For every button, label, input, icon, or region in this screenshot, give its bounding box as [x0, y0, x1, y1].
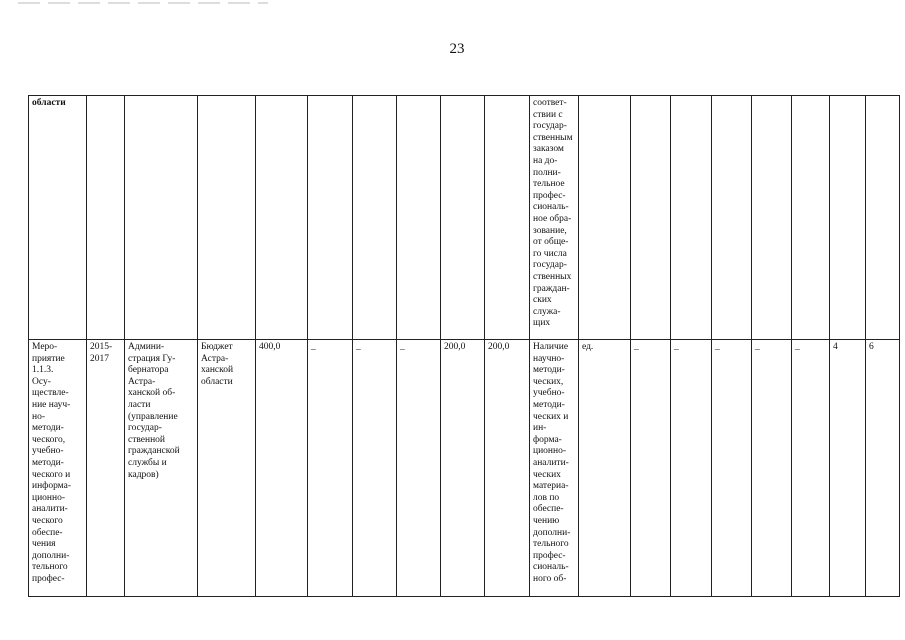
page-number: 23: [449, 41, 465, 57]
cell-r1-c1: [29, 96, 87, 340]
cell-text: Наличие научно- методи- ческих, учебно- методи- ческих и ин- форма- ционно- аналити- ческих материа- лов по обеспе- чению дополни- тельного профес- сиональ- ного об-: [533, 342, 571, 584]
cell-r2-c18: [866, 340, 900, 597]
cell-r1-c16: [792, 96, 830, 340]
cell-r1-c13: [671, 96, 712, 340]
cell-text: _: [755, 342, 760, 352]
cell-r1-c18: [866, 96, 900, 340]
cell-text: области: [32, 98, 66, 108]
cell-r2-c10: [530, 340, 579, 597]
cell-text: _: [795, 342, 800, 352]
cell-text: 6: [869, 342, 874, 352]
cell-r1-c6: [308, 96, 353, 340]
cell-r2-c11: [579, 340, 631, 597]
cell-text: _: [715, 342, 720, 352]
cell-r2-c15: [752, 340, 792, 597]
cell-text: _: [674, 342, 679, 352]
cell-text: 4: [833, 342, 838, 352]
cell-r1-c10: [530, 96, 579, 340]
cell-r1-c4: [198, 96, 256, 340]
program-table: [28, 95, 900, 597]
cell-r1-c3: [125, 96, 198, 340]
cell-r2-c1: [29, 340, 87, 597]
cell-text: _: [311, 342, 316, 352]
cell-r1-c14: [712, 96, 752, 340]
cell-r2-c2: [87, 340, 125, 597]
cell-text: _: [400, 342, 405, 352]
cell-r1-c11: [579, 96, 631, 340]
cell-text: ед.: [582, 342, 594, 352]
cell-r2-c4: [198, 340, 256, 597]
cell-r1-c8: [397, 96, 441, 340]
cell-r2-c16: [792, 340, 830, 597]
cell-r2-c17: [830, 340, 866, 597]
cell-r1-c2: [87, 96, 125, 340]
cell-r2-c14: [712, 340, 752, 597]
cell-r2-c3: [125, 340, 198, 597]
cell-text: Бюджет Астра- ханской области: [201, 342, 234, 387]
cell-r1-c7: [353, 96, 397, 340]
cell-r1-c5: [256, 96, 308, 340]
cell-r1-c9: [441, 96, 485, 340]
cell-text: Админи- страция Гу- бернатора Астра- ханской об- ласти (управление государ- ственной гражданской службы и кадров): [128, 342, 180, 480]
cell-r1-c15: [752, 96, 792, 340]
cell-r2-c9: [441, 340, 485, 597]
cell-text: _: [634, 342, 639, 352]
table-row: [29, 96, 900, 340]
cell-text: 400,0: [259, 342, 281, 352]
cell-r2-c9b: [485, 340, 530, 597]
cell-r2-c13: [671, 340, 712, 597]
cell-r2-c6: [308, 340, 353, 597]
cell-r2-c12: [631, 340, 671, 597]
cell-text: Меро- приятие 1.1.3. Осу- ществле- ние науч- но- методи- ческого, учебно- методи- ческого и информа- ционно- аналити- ческого обеспе- чения дополни- тельного профес-: [32, 342, 72, 584]
scan-artifact-marks: [18, 2, 268, 4]
cell-r2-c5: [256, 340, 308, 597]
cell-text: соответ- ствии с государ- ственным заказом на до- полни- тельное профес- сиональ- ное обра- зование, от обще- го числа государ- ственных граждан- ских служа- щих: [533, 98, 573, 329]
cell-text: 200,0: [488, 342, 510, 352]
cell-r2-c7: [353, 340, 397, 597]
cell-r2-c8: [397, 340, 441, 597]
cell-r1-c17: [830, 96, 866, 340]
cell-r1-c12: [631, 96, 671, 340]
cell-r1-c9b: [485, 96, 530, 340]
table-row: [29, 340, 900, 597]
cell-text: 2015- 2017: [90, 342, 113, 364]
cell-text: _: [356, 342, 361, 352]
cell-text: 200,0: [444, 342, 466, 352]
